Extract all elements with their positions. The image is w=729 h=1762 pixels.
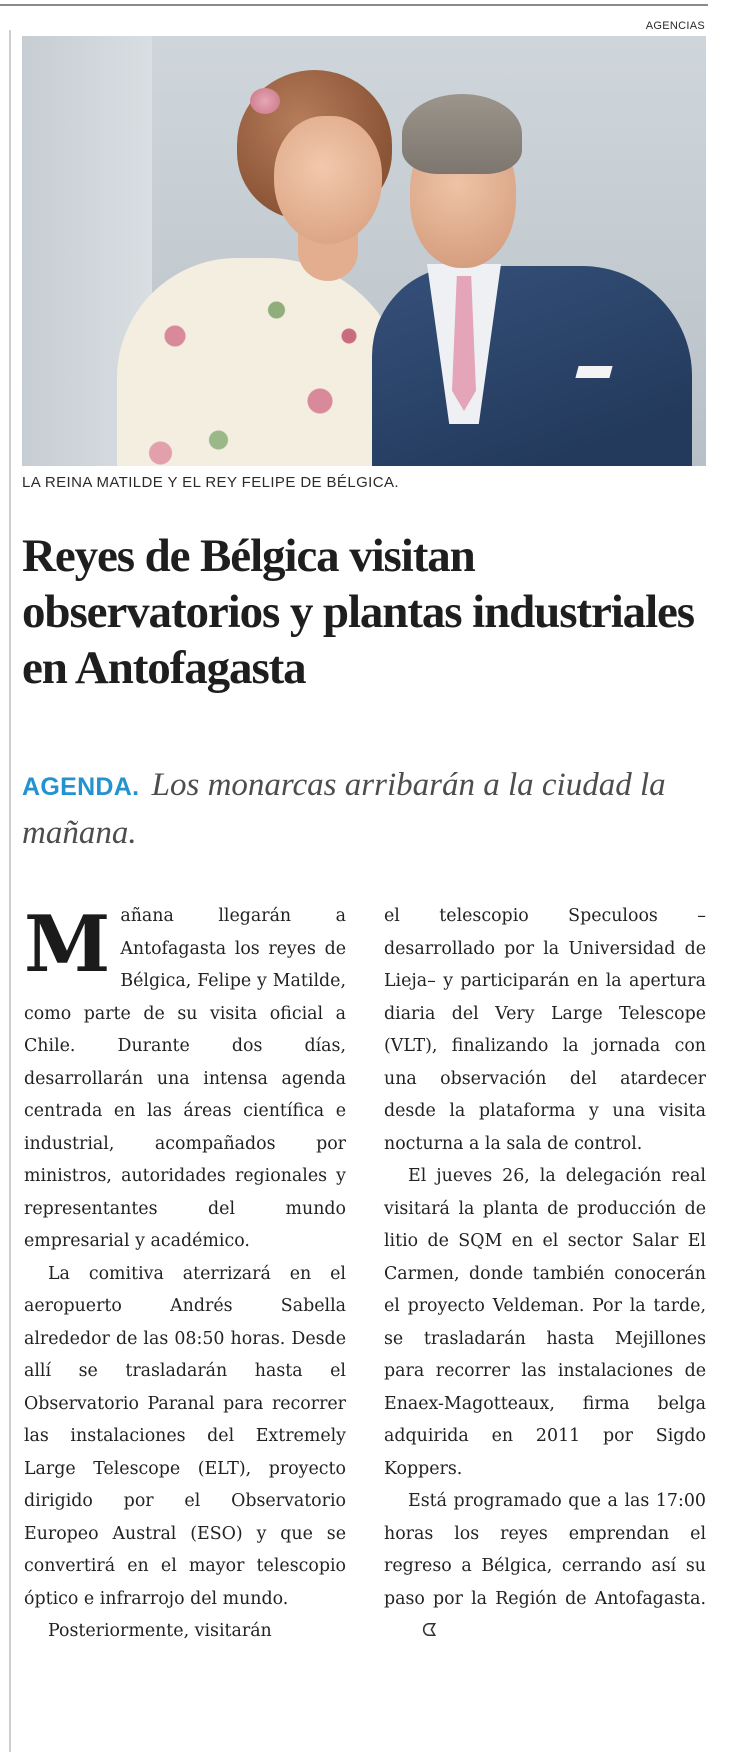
queen-floral-dress	[117, 258, 407, 466]
article-headline: Reyes de Bélgica visitan observatorios y plantas industriales en Antofagasta	[22, 530, 694, 694]
kicker-tag: AGENDA.	[22, 773, 140, 801]
news-photo	[22, 36, 706, 466]
left-column-rule	[9, 30, 11, 1752]
kicker-text: Los monarcas arribarán a la ciudad la mañana.	[22, 767, 666, 851]
photo-credit: AGENCIAS	[645, 20, 705, 32]
paragraph-1	[24, 900, 346, 1258]
article-kicker	[22, 762, 712, 856]
top-rule	[0, 4, 708, 6]
king-suit	[372, 266, 692, 466]
paragraph-4: El jueves 26, la delegación real visitará la planta de producción de litio de SQM en el sector Salar El Carmen, donde también conocerán el proyecto Veldeman. Por la tarde, se trasladarán hasta Mejillones para recorrer las instalaciones de Enaex-Magotteaux, firma belga adquirida en 2011 por Sigdo Koppers.	[384, 1166, 706, 1479]
paragraph-3-continued: el telescopio Speculoos –desarrollado por la Universidad de Lieja– y participarán en la apertura diaria del Very Large Telescope (VLT), finalizando la jornada con una observación del atardecer desde la plataforma y una visita nocturna a la sala de control.	[384, 906, 706, 1154]
paragraph-3-start: Posteriormente, visitarán	[48, 1621, 272, 1641]
photo-caption: LA REINA MATILDE Y EL REY FELIPE DE BÉLGICA.	[22, 474, 399, 491]
paragraph-5-text: Está programado que a las 17:00 horas los reyes emprendan el regreso a Bélgica, cerrando así su paso por la Región de Antofagasta.	[384, 1491, 706, 1609]
drop-cap: M	[24, 899, 111, 990]
end-mark-icon: ᗧ	[422, 1620, 437, 1641]
king-pocket-square	[575, 366, 612, 378]
article-column-left	[24, 900, 346, 1648]
paragraph-2: La comitiva aterrizará en el aeropuerto Andrés Sabella alrededor de las 08:50 horas. Desde allí se trasladarán hasta el Observatorio Paranal para recorrer las instalaciones del Extremely Large Telescope (ELT), proyecto dirigido por el Observatorio Europeo Austral (ESO) y que se convertirá en el mayor telescopio óptico e infrarrojo del mundo.	[24, 1263, 346, 1609]
article-column-right	[384, 900, 706, 1648]
paragraph-1-text: añana llegarán a Antofagasta los reyes de Bélgica, Felipe y Matilde, como parte de su visita oficial a Chile. Durante dos días, desarrollarán una intensa agenda centrada en las áreas científica e industrial, acompañados por ministros, autoridades regionales y representantes del mundo empresarial y académico.	[24, 906, 346, 1251]
king-hair	[402, 94, 522, 174]
queen-hair-flower	[250, 88, 280, 114]
queen-face	[274, 116, 382, 244]
paragraph-5	[384, 1485, 706, 1648]
